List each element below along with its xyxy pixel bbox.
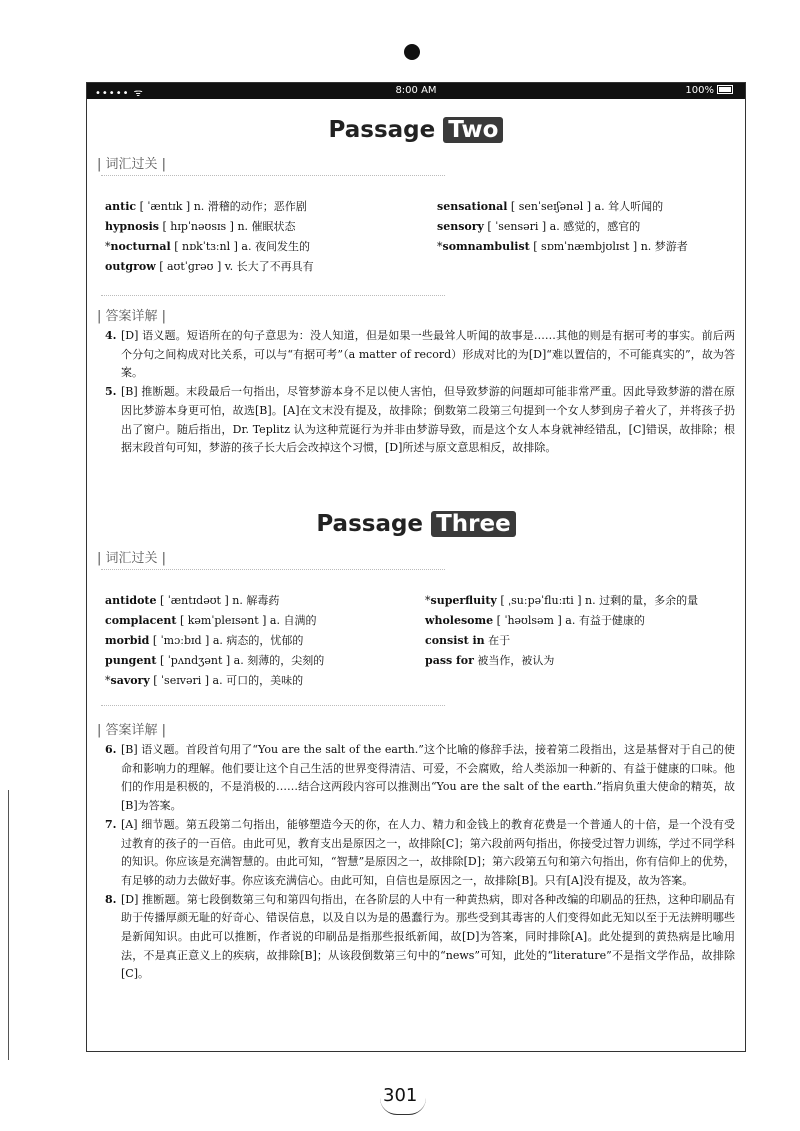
passage-number-highlight: Three xyxy=(431,511,516,537)
answer-item: 4. [D] 语义题。短语所在的句子意思为：没人知道，但是如果一些最耸人听闻的故事是……其他的则是有据可考的事实。前后两个分句之间构成对比关系，可以与“有据可考”（a matter of record）形成对比的为[D]“难以置信的，不可能真实的”，故为答案。 xyxy=(105,329,735,380)
divider xyxy=(101,705,445,706)
answer-section-tag: | 答案详解 | xyxy=(97,309,167,324)
answer-list xyxy=(105,327,735,458)
battery-percent: 100% xyxy=(685,85,714,96)
battery-indicator xyxy=(685,85,733,96)
margin-line xyxy=(8,790,9,1060)
vocab-entry: sensational [ senˈseɪʃənəl ] a. 耸人听闻的 xyxy=(437,200,664,213)
vocab-entry: wholesome [ ˈhəʊlsəm ] a. 有益于健康的 xyxy=(425,614,645,627)
vocab-list-left xyxy=(105,591,324,691)
vocab-entry: consist in 在于 xyxy=(425,634,511,647)
vocab-entry: sensory [ ˈsensəri ] a. 感觉的，感官的 xyxy=(437,220,641,233)
vocab-section-tag: | 词汇过关 | xyxy=(97,551,167,566)
camera-dot xyxy=(404,44,420,60)
vocab-entry: *superfluity [ ˌsuːpəˈfluːɪti ] n. 过剩的量，多余的量 xyxy=(425,594,699,607)
vocab-section-tag: | 词汇过关 | xyxy=(97,157,167,172)
vocab-entry: complacent [ kəmˈpleɪsənt ] a. 自满的 xyxy=(105,614,317,627)
vocab-entry: *nocturnal [ nɒkˈtɜːnl ] a. 夜间发生的 xyxy=(105,240,310,253)
vocab-list-right xyxy=(437,197,688,257)
passage-word: Passage xyxy=(316,511,424,537)
answer-list xyxy=(105,741,735,984)
vocab-entry: antic [ ˈæntɪk ] n. 滑稽的动作；恶作剧 xyxy=(105,200,307,213)
signal-icon: ••••• ᯤ xyxy=(95,88,144,99)
vocab-list-left xyxy=(105,197,314,277)
passage-word: Passage xyxy=(328,117,436,143)
vocab-entry: pungent [ ˈpʌndʒənt ] a. 刻薄的，尖刻的 xyxy=(105,654,325,667)
answer-item: 6. [B] 语义题。首段首句用了“You are the salt of the earth.”这个比喻的修辞手法，接着第二段指出，这是基督对于自己的使命和影响力的理解。他们要让这个自己生活的世界变得清洁、可爱，不会腐败，给人类添加一种新的、有益于健康的口味。他们的作用是积极的，不是消极的……结合这两段内容可以推测出“You are the salt of the earth.”指肩负重大使命的精英，故[B]为答案。 xyxy=(105,743,735,813)
passage-three-title xyxy=(87,511,745,537)
vocab-entry: *savory [ ˈseɪvəri ] a. 可口的，美味的 xyxy=(105,674,304,687)
divider xyxy=(101,175,445,176)
page-number: 301 xyxy=(383,1085,418,1106)
status-time: 8:00 AM xyxy=(395,85,437,96)
vocab-entry: antidote [ ˈæntɪdəʊt ] n. 解毒药 xyxy=(105,594,280,607)
vocab-entry: hypnosis [ hɪpˈnəʊsɪs ] n. 催眠状态 xyxy=(105,220,296,233)
answer-item: 7. [A] 细节题。第五段第二句指出，能够塑造今天的你，在人力、精力和金钱上的教育花费是一个普通人的十倍，是一个没有受过教育的孩子的一百倍。由此可见，教育支出是原因之一，故排除[C]；第六段前两句指出，你接受过智力训练，学过不同学科的知识。你应该是充满智慧的。由此可知，“智慧”是原因之一，故排除[D]；第六段第五句和第六句指出，你有信仰上的优势，有足够的动力去做好事。你应该充满信心。由此可知，自信也是原因之一，故排除[B]。只有[A]没有提及，故为答案。 xyxy=(105,817,735,887)
passage-number-highlight: Two xyxy=(443,117,503,143)
device-screen xyxy=(86,82,746,1052)
answer-section-tag: | 答案详解 | xyxy=(97,723,167,738)
vocab-list-right xyxy=(425,591,698,671)
vocab-entry: pass for 被当作，被认为 xyxy=(425,654,555,667)
divider xyxy=(101,569,445,570)
passage-two-title xyxy=(87,117,745,143)
status-bar xyxy=(87,83,745,99)
divider xyxy=(101,295,445,296)
vocab-entry: morbid [ ˈmɔːbɪd ] a. 病态的，忧郁的 xyxy=(105,634,304,647)
answer-item: 5. [B] 推断题。末段最后一句指出，尽管梦游本身不足以使人害怕，但导致梦游的问题却可能非常严重。因此导致梦游的潜在原因比梦游本身更可怕，故选[B]。[A]在文末没有提及，故排除；倒数第二段第三句提到一个女人梦到房子着火了，并将孩子扔出了窗户。随后指出，Dr. Teplitz 认为这种荒诞行为并非由梦游导致，而是这个女人本身就神经错乱，[C]错误，故排除；根据末段首句可知，梦游的孩子长大后会改掉这个习惯，[D]所述与原文意思相反，故排除。 xyxy=(105,385,735,455)
vocab-entry: outgrow [ aʊtˈgrəʊ ] v. 长大了不再具有 xyxy=(105,260,314,273)
vocab-entry: *somnambulist [ sɒmˈnæmbjʊlɪst ] n. 梦游者 xyxy=(437,240,688,253)
answer-item: 8. [D] 推断题。第七段倒数第三句和第四句指出，在各阶层的人中有一种黄热病，即对各种改编的印刷品的狂热，这种印刷品有助于传播厚颜无耻的好奇心、错误信息，以及自以为是的愚蠢行为。那些受到其毒害的人们变得如此无知以至于无法辨明哪些是新闻知识。由此可以推断，作者说的印刷品是指那些报纸新闻，故[D]为答案，同时排除[A]。此处提到的黄热病是比喻用法，不是真正意义上的疾病，故排除[B]；从该段倒数第三句中的“news”可知，此处的“literature”不是指文学作品，故排除[C]。 xyxy=(105,892,735,981)
battery-icon xyxy=(717,85,733,94)
page-number-ornament xyxy=(380,1098,426,1115)
